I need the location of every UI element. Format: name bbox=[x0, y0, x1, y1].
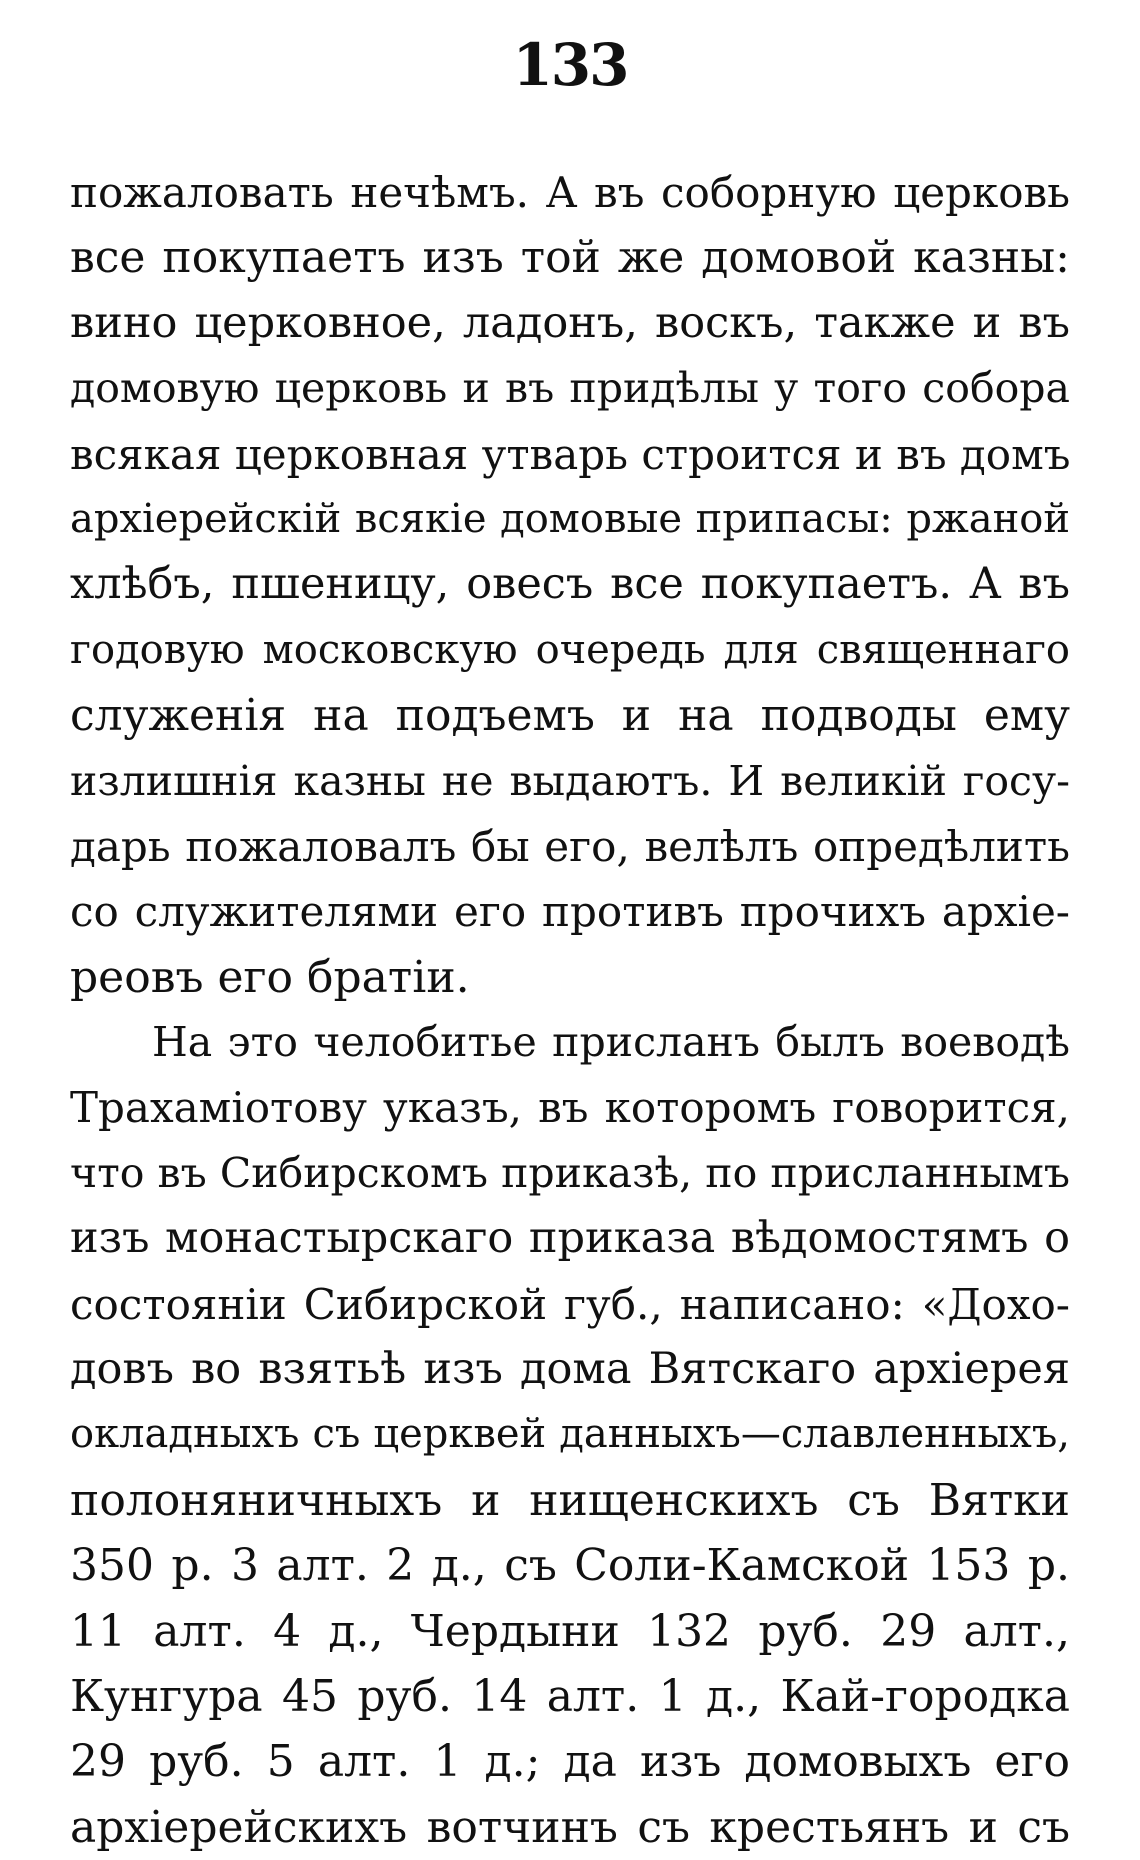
paragraph-start-line: На это челобитье присланъ былъ воеводѣ bbox=[152, 1018, 1070, 1067]
page-number: 133 bbox=[512, 31, 628, 99]
paragraph-end-line: реовъ его братіи. bbox=[70, 951, 470, 1003]
text-line: 350 р. 3 алт. 2 д., съ Соли-Камской 153 р. bbox=[70, 1540, 1070, 1592]
text-line: служенія на подъемъ и на подводы ему bbox=[70, 690, 1070, 742]
text-line: 11 алт. 4 д., Чердыни 132 руб. 29 алт., bbox=[70, 1605, 1070, 1657]
text-line: Кунгура 45 руб. 14 алт. 1 д., Кай-городка bbox=[70, 1670, 1070, 1722]
text-line: пожаловать нечѣмъ. А въ соборную церковь bbox=[70, 168, 1070, 217]
text-line: домовую церковь и въ придѣлы у того собора bbox=[70, 364, 1070, 413]
text-line: все покупаетъ изъ той же домовой казны: bbox=[70, 232, 1070, 284]
text-line: изъ монастырскаго приказа вѣдомостямъ о bbox=[70, 1213, 1070, 1264]
text-line: что въ Сибирскомъ приказѣ, по присланнымъ bbox=[70, 1148, 1070, 1197]
text-line: окладныхъ съ церквей данныхъ—славленныхъ, bbox=[70, 1411, 1070, 1458]
text-line: 29 руб. 5 алт. 1 д.; да изъ домовыхъ его bbox=[70, 1736, 1070, 1788]
text-line: довъ во взятьѣ изъ дома Вятскаго архіерея bbox=[70, 1344, 1070, 1395]
text-line: состояніи Сибирской губ., написано: «Дохо- bbox=[70, 1279, 1070, 1329]
text-line: со служителями его противъ прочихъ архіе- bbox=[70, 887, 1070, 937]
text-line: вино церковное, ладонъ, воскъ, также и въ bbox=[70, 297, 1070, 348]
text-line: всякая церковная утварь строится и въ домъ bbox=[70, 429, 1070, 479]
text-line: полоняничныхъ и нищенскихъ съ Вятки bbox=[70, 1474, 1070, 1526]
text-line: годовую московскую очередь для священнаго bbox=[70, 626, 1070, 673]
body-text bbox=[70, 160, 1070, 1860]
text-line: архіерейскихъ вотчинъ съ крестьянъ и съ bbox=[70, 1801, 1070, 1853]
text-line: архіерейскій всякіе домовые припасы: ржаной bbox=[70, 495, 1070, 542]
text-line: хлѣбъ, пшеницу, овесъ все покупаетъ. А въ bbox=[70, 559, 1070, 610]
text-line: излишнія казны не выдаютъ. И великій госу- bbox=[70, 756, 1070, 805]
text-line: дарь пожаловалъ бы его, велѣлъ опредѣлить bbox=[70, 821, 1070, 871]
text-line: Трахаміотову указъ, въ которомъ говорится, bbox=[70, 1083, 1070, 1133]
